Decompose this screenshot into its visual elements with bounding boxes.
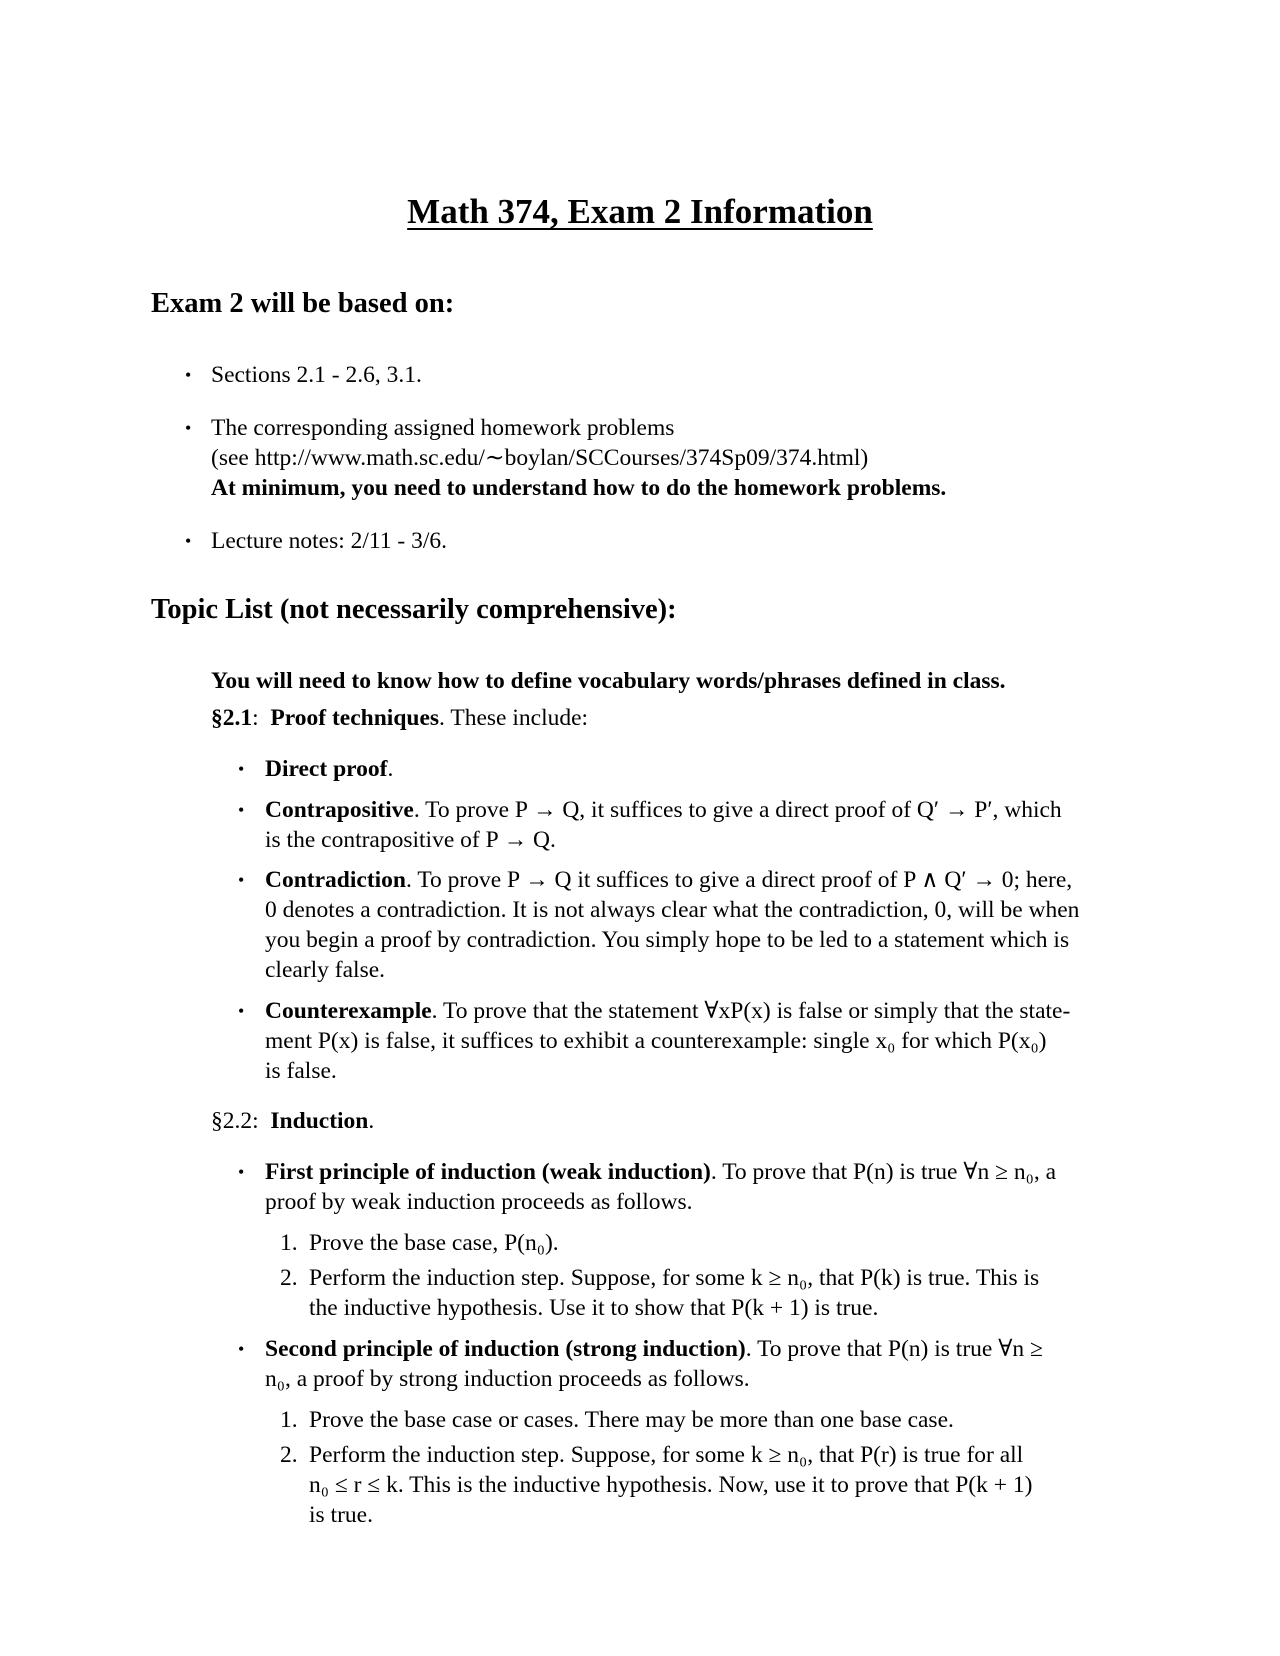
topic-direct-proof [265,754,393,784]
bullet-icon: • [185,531,192,551]
topic-term: Counterexample [265,998,432,1024]
bullet-icon: • [238,1339,245,1359]
bullet-icon: • [185,418,192,438]
topic-term: Direct proof [265,756,388,782]
section-separator: : [252,1108,259,1134]
weak-step-base-case: Prove the base case, P(n₀). [309,1230,559,1256]
document-title [0,190,1280,234]
section-number: §2.1 [211,705,253,731]
topic-contradiction-line2: 0 denotes a contradiction. It is not always clear what the contradiction, 0, will be when [265,897,1080,923]
strong-step-base-case: Prove the base case or cases. There may be more than one base case. [309,1407,954,1433]
vocabulary-note: You will need to know how to define vocabulary words/phrases defined in class. [211,668,1006,694]
bullet-icon: • [238,759,245,779]
strong-step-induction-line3: is true. [309,1502,373,1528]
weak-step-induction: Perform the induction step. Suppose, for some k ≥ n₀, that P(k) is true. This is [309,1265,1040,1291]
topic-contrapositive [265,795,1062,825]
homework-url-line: (see http://www.math.sc.edu/∼boylan/SCCourses/374Sp09/374.html) [211,445,869,471]
section-name: Induction [270,1108,369,1134]
topic-counterexample [265,996,1070,1026]
topic-text: . [387,756,394,782]
topic-counterexample-line2: ment P(x) is false, it suffices to exhibit a counterexample: single x₀ for which P(x₀) [265,1028,1047,1054]
topic-strong-induction-line2: n₀, a proof by strong induction proceeds as follows. [265,1366,750,1392]
based-on-item-lecture-notes: Lecture notes: 2/11 - 3/6. [211,528,448,554]
topic-text: . To prove that P(n) is true ∀n ≥ n₀, a [710,1159,1057,1185]
topic-contradiction [265,865,1072,895]
topic-term: Contrapositive [265,797,414,823]
topic-contradiction-line3: you begin a proof by contradiction. You simply hope to be led to a statement which is [265,927,1070,953]
document-title-text: Math 374, Exam 2 Information [407,192,873,231]
weak-step-number: 1. [280,1230,298,1256]
topic-counterexample-line3: is false. [265,1058,337,1084]
topic-text: . To prove P → Q, it suffices to give a direct proof of Q′ → P′, which [413,797,1062,823]
topic-term: Second principle of induction (strong induction) [265,1336,746,1362]
based-on-item-sections: Sections 2.1 - 2.6, 3.1. [211,362,422,388]
weak-step-induction-line2: the inductive hypothesis. Use it to show that P(k + 1) is true. [309,1295,879,1321]
topic-text: . To prove that P(n) is true ∀n ≥ [745,1336,1043,1362]
bullet-icon: • [238,800,245,820]
topic-strong-induction [265,1334,1043,1364]
topic-list-heading: Topic List (not necessarily comprehensive): [151,594,677,625]
section-separator: : [252,705,259,731]
bullet-icon: • [238,870,245,890]
topic-contrapositive-line2: is the contrapositive of P → Q. [265,827,556,853]
section-name: Proof techniques [270,705,440,731]
section-2-1-heading [211,703,588,733]
topic-weak-induction [265,1157,1056,1187]
topic-weak-induction-line2: proof by weak induction proceeds as follows. [265,1189,693,1215]
weak-step-number: 2. [280,1265,298,1291]
strong-step-number: 1. [280,1407,298,1433]
section-number: §2.2 [211,1108,253,1134]
section-tail: . [368,1108,375,1134]
bullet-icon: • [238,1162,245,1182]
based-on-item-homework: The corresponding assigned homework problems [211,415,675,441]
strong-step-induction: Perform the induction step. Suppose, for some k ≥ n₀, that P(r) is true for all [309,1442,1024,1468]
topic-contradiction-line4: clearly false. [265,957,386,983]
topic-term: Contradiction [265,867,406,893]
based-on-heading: Exam 2 will be based on: [151,288,455,319]
bullet-icon: • [185,365,192,385]
strong-step-induction-line2: n₀ ≤ r ≤ k. This is the inductive hypothesis. Now, use it to prove that P(k + 1) [309,1472,1033,1498]
bullet-icon: • [238,1001,245,1021]
strong-step-number: 2. [280,1442,298,1468]
topic-text: . To prove P → Q it suffices to give a direct proof of P ∧ Q′ → 0; here, [406,867,1073,893]
homework-minimum-note: At minimum, you need to understand how to do the homework problems. [211,475,947,501]
topic-text: . To prove that the statement ∀xP(x) is false or simply that the state- [431,998,1071,1024]
section-2-2-heading [211,1106,374,1136]
section-tail: . These include: [439,705,589,731]
topic-term: First principle of induction (weak induction) [265,1159,711,1185]
